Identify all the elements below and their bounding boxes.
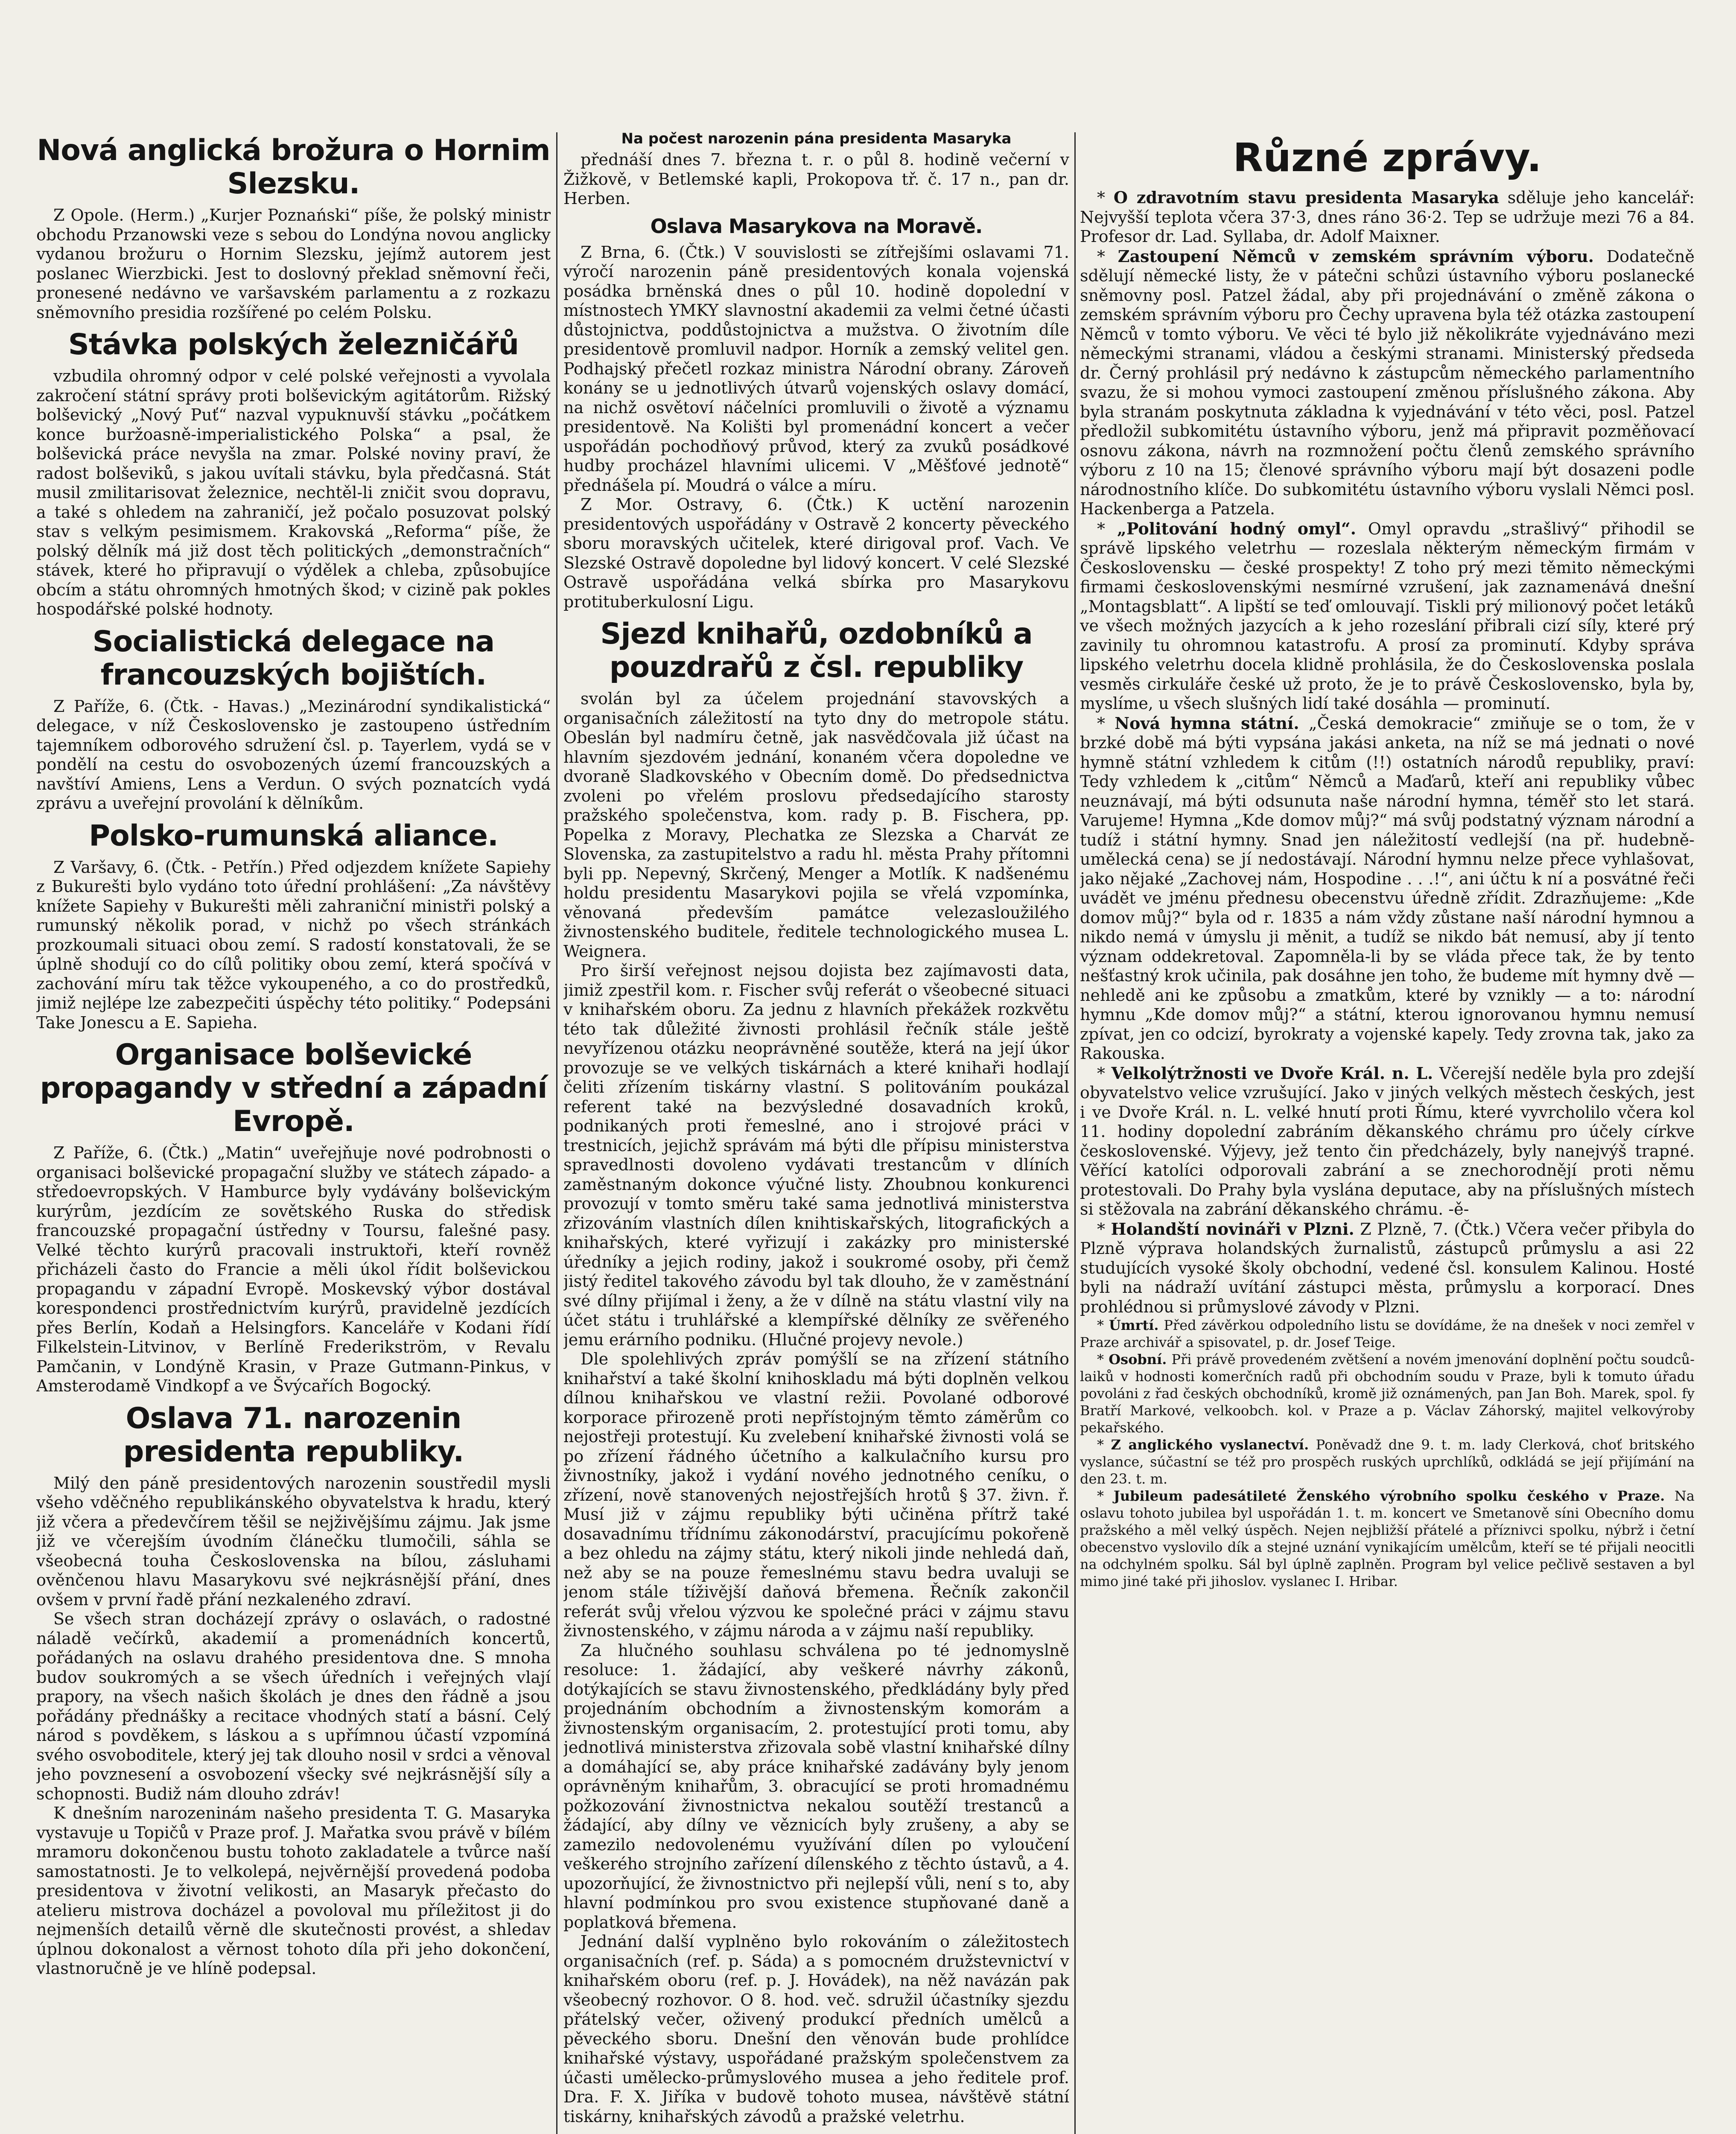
news-item-lead: Zastoupení Němců v zemském správním výboru. xyxy=(1117,246,1594,266)
article-morava-body-2: Z Mor. Ostravy, 6. (Čtk.) K uctění narozenin presidentových uspořádány v Ostravě 2 koncerty pěveckého sboru moravských učitelek, které dirigoval prof. Vach. Ve Slezské Ostravě dopoledne byl lidový koncert. V celé Slezské Ostravě uspořádána velká sbírka pro Masarykovu protituberkulosní Ligu. xyxy=(563,495,1069,611)
news-item xyxy=(1080,247,1695,519)
article-propaganda-body: Z Paříže, 6. (Čtk.) „Matin“ uveřejňuje nové podrobnosti o organisaci bolševické propagační služby ve státech západo- a středoevropských. V Hamburce byly vydávány bolševickým kurýrům, jezdícím ze sovětského Ruska do středisk francouzské propagační ústředny v Toursu, falešné pasy. Velké těchto kurýrů pracovali instruktoři, kteří rovněž přicházeli často do Francie a měli úkol řídit bolševickou propagandu v západní Evropě. Moskevský výbor dostával korespondenci prostřednictvím kurýrů, pravidelně jezdících přes Berlín, Kodaň a Helsingfors. Kanceláře v Kodani řídí Filkelstein-Litvinov, v Berlíně Frederikström, v Revalu Pamčanin, v Londýně Krasin, v Praze Gutmann-Pinkus, v Amsterodamě Vindkopf a ve Švýcařích Bogocký. xyxy=(36,1143,551,1395)
news-item-lead: Úmrtí. xyxy=(1109,1317,1159,1333)
news-item-body: Před závěrkou odpoledního listu se dovídáme, že na dnešek v noci zemřel v Praze archivář a spisovatel, p. dr. Josef Teige. xyxy=(1080,1317,1695,1350)
news-item-lead: Osobní. xyxy=(1109,1351,1167,1367)
article-brozura-body: Z Opole. (Herm.) „Kurjer Poznański“ píše, že polský ministr obchodu Przanowski veze s sebou do Londýna novou anglicky vydanou brožuru o Hornim Slezsku, jejímž autorem jest poslanec Wierzbicki. Jest to doslovný překlad sněmovní řeči, pronesené nedávno ve varšavském parlamentu a z rozkazu sněmovního presidia rozšířené po celém Polsku. xyxy=(36,206,551,322)
news-item-lead: Z anglického vyslanectví. xyxy=(1111,1437,1309,1453)
news-item xyxy=(1080,519,1695,714)
news-item-lead: Jubileum padesátileté Ženského výrobního spolku českého v Praze. xyxy=(1113,1488,1665,1504)
news-item xyxy=(1080,1436,1695,1487)
headline-brozura: Nová anglická brožura o Hornim Slezsku. xyxy=(37,134,550,201)
asterisk-marker: * xyxy=(1097,1219,1111,1239)
news-item-body: Dodatečně sdělují německé listy, že v pátečni schůzi ústavního výboru poslanecké sněmovny posl. Patzel žádal, aby při projednávání o změně zákona o zemském správním výboru pro Čechy upravena byla též otázka zastoupení Němců v tomto výboru. Ve věci té bylo již několikráte vyjednáváno mezi německými stranami, vládou a českými stranami. Ministerský předseda dr. Černý prohlásil prý nedávno k zástupcům německého parlamentního svazu, že si mohou vymoci zastoupení změnou příslušného zákona. Aby byla stranám poskytnuta základna k vyjednávání v této věci, posl. Patzel předložil subkomitétu ústavního výboru, jenž má připravit pozměňovací osnovu zákona, návrh na rozmnožení počtu členů zemského správního výboru z 10 na 15; členové správního výboru mají být dosazeni podle národnostního klíče. Do subkomitétu ústavního výboru vyslali Němci posl. Hackenberga a Patzela. xyxy=(1080,247,1695,518)
article-sjezd-body-5: Jednání další vyplněno bylo rokováním o záležitostech organisačních (ref. p. Sáda) a s pomocném družstevnictví v knihařském oboru (ref. p. J. Hovádek), na něž navázán pak všeobecný rozhovor. O 8. hod. več. sdružil účastníky sjezdu přátelský večer, oživený produkcí předních umělců a pěveckého sboru. Dnešní den věnován bude prohlídce knihařské výstavy, uspořádané pražským společenstvem za účasti umělecko-průmyslového musea a jeho ředitele prof. Dra. F. X. Jiříka v budově tohoto musea, návštěvě státní tiskárny, knihařských závodů a pražské veletrhu. xyxy=(563,1932,1069,2126)
news-item-body: Z Plzně, 7. (Čtk.) Včera večer přibyla do Plzně výprava holandských žurnalistů, zástupců průmyslu a asi 22 studujících vysoké školy obchodní, vedené čsl. konsulem Kalinou. Hosté byli na nádraží uvítání zástupci města, průmyslu a korporací. Dnes prohlédnou si průmyslové závody v Plzni. xyxy=(1080,1219,1695,1316)
article-oslava-body-3: K dnešním narozeninám našeho presidenta T. G. Masaryka vystavuje u Topičů v Praze prof. J. Mařatka svou právě v bílém mramoru dokončenou bustu tohoto zakladatele a tvůrce naší samostatnosti. Je to velkolepá, nejvěrnější provedená podoba presidentova v životní velikosti, an Masaryk přečasto do atelieru mistrova docházel a povoloval mu příležitost ji do nejmenších detailů věrně dle skutečnosti provést, a shledav úplnou dokonalost a věrnost tohoto díla při jeho dokončení, vlastnoručně je ve hlíně podepsal. xyxy=(36,1804,551,1978)
asterisk-marker: * xyxy=(1097,1437,1111,1453)
headline-aliance: Polsko-rumunská aliance. xyxy=(89,819,498,853)
news-item xyxy=(1080,1317,1695,1351)
news-item-lead: Holandští novináři v Plzni. xyxy=(1111,1219,1354,1239)
column-left xyxy=(36,128,551,2134)
headline-oslava-morava: Oslava Masarykova na Moravě. xyxy=(650,214,983,238)
news-item xyxy=(1080,1351,1695,1436)
asterisk-marker: * xyxy=(1097,1351,1109,1367)
asterisk-marker: * xyxy=(1097,1064,1112,1083)
news-item-lead: Nová hymna státní. xyxy=(1115,713,1299,733)
article-delegace-body: Z Paříže, 6. (Čtk. - Havas.) „Mezinárodní syndikalistická“ delegace, v níž Československo je zastoupeno ústředním tajemníkem odborového sdružení čsl. p. Tayerlem, vydá se v pondělí na cestu do osvobozených území francouzských a navštíví Amiens, Lens a Verdun. O svých poznatcích vydá zprávu a uveřejní provolání k dělníkům. xyxy=(36,697,551,813)
column-rule xyxy=(556,132,557,2134)
news-item-body: Při právě provedeném zvětšení a novém jmenování doplnění počtu soudců-laiků v hodnosti komerčních radů při obchodním soudu v Praze, byli k tomuto úřadu povoláni z řad českých obchodníků, kromě již oznámených, pan Jan Boh. Marek, spol. fy Bratří Markové, velkoobch. kol. v Praze a p. Václav Záhorský, majitel velkovýroby pekařského. xyxy=(1080,1351,1695,1436)
news-item-body: Poněvadž dne 9. t. m. lady Clerková, choť britského vyslance, súčastní se též pro prospěch ruských uprchlíků, odkládá se její přijímání na den 23. t. m. xyxy=(1080,1437,1695,1487)
asterisk-marker: * xyxy=(1097,1317,1109,1333)
news-item xyxy=(1080,1064,1695,1219)
asterisk-marker: * xyxy=(1097,188,1114,207)
article-oslava-body-2: Se všech stran docházejí zprávy o oslavách, o radostné náladě večírků, akademií a promenádních koncertů, pořádaných na oslavu drahého presidentova dne. S mnoha budov soukromých a se všech úředních i veřejných vlají prapory, na všech našich školách je dnes den řádně a jsou pořádány přednášky a recitace vhodných statí a básní. Celý národ s povděkem, s láskou a s upřímnou účastí vzpomíná svého osvoboditele, který jej tak dlouho nosil v srdci a věnoval jeho povznesení a osvobození všecky své nejkrásnější síly a schopnosti. Budiž nám dlouho zdráv! xyxy=(36,1609,551,1803)
asterisk-marker: * xyxy=(1097,247,1118,266)
news-item xyxy=(1080,714,1695,1064)
news-item-body: Omyl opravdu „strašlivý“ přihodil se správě lipského veletrhu — rozeslala některým německým firmám v Československu — české prospekty! Z toho prý mezi těmito německými firmami československými nesmírné vzrušení, jak zaznamenává dnešní „Montagsblatt“. A lipští se teď omlouvají. Tiskli prý milionový počet letáků ve všech možných jazycích a k jeho rozeslání přibrali cizí síly, které prý zavinily tu ohromnou katastrofu. A prosí za prominutí. Kdyby správa lipského veletrhu docela klidně prohlásila, že do Československa poslala vesměs cirkuláře české už proto, že je to právě Československo, byla by, myslíme, u všech slušných lidí také dosáhla — prominutí. xyxy=(1080,519,1695,713)
article-sjezd-body-4: Za hlučného souhlasu schválena po té jednomyslně resoluce: 1. žádající, aby veškeré návrhy zákonů, dotýkajících se stavu živnostenského, předkládány byly před projednáním obchodním a živnostenským komorám a živnostenským organisacím, 2. protestující proti tomu, aby jednotlivá ministerstva zřizovala sobě vlastní knihařské dílny a domáhající se, aby práce knihařské zadávány byly jenom oprávněným knihařům, 3. obracující se proti hromadnému požkozování živnostnictva nekalou soutěží trestanců a žádající, aby dílny ve věznicích byly zrušeny, a aby se zamezilo nedovolenému využívání dílen po vyloučení veškerého strojního zařízení dílenského z těchto ústavů, a 4. upozorňující, že živnostnictvo při nejlepší vůli, není s to, aby hlavní podmínkou pro svou existence stupňované daně a poplatková břemena. xyxy=(563,1641,1069,1932)
headline-na-pocest: Na počest narozenin pána presidenta Masaryka xyxy=(621,130,1012,147)
headline-stavka: Stávka polských železničářů xyxy=(68,328,519,361)
news-item-body: „Česká demokracie“ zmiňuje se o tom, že v brzké době má býti vypsána jakási anketa, na níž se má jednati o nové hymně státní vzhledem k citům (!!) ostatních národů republiky, praví: Tedy vzhledem k „citům“ Němců a Maďarů, kteří ani republiky vůbec neuznávají, má býti odsunuta naše národní hymna, téměř sto let stará. Varujeme! Hymna „Kde domov můj?“ má svůj podstatný význam národní a tudíž i státní hymny. Snad jen náležitostí vedlejší (na př. hudebně-umělecká cena) se jí nedostávají. Národní hymnu nelze přece vyhlašovat, jako nějaké „Zachovej nám, Hospodine . . .!“, ani účtu k ní a posvátné řeči uvádět ve jménu přednesu obecenstvu úředně zřídit. Zdrazňujeme: „Kde domov můj?“ byla od r. 1835 a nám vždy zůstane naší národní hymnou a nikdo nemá v úmyslu ji měnit, a tudíž se nikdo bát nemusí, aby jí tento význam oddekretoval. Zapomněla-li by se vláda přece tak, že by tento nešťastný krok učinila, pak dosáhne jen toho, že budeme mít hymny dvě — nehledě ani ke způsobu a zmatkům, které by vznikly — a to: národní hymnu „Kde domov můj?“ a státní, kterou ignorovanou hymnu nemusí zpívat, jen co odcizí, byrokraty a vojenské kapely. Tedy zrovna tak, jako za Rakouska. xyxy=(1080,714,1695,1063)
article-sjezd-body-2: Pro širší veřejnost nejsou dojista bez zajímavosti data, jimiž zpestřil kom. r. Fischer svůj referát o všeobecné situaci v knihařském oboru. Za jednu z hlavních překážek rozkvětu této tak důležité živnosti prohlásil řečník stále ještě nevyřízenou otázku neoprávněné soutěže, která na její úkor provozuje se ve velkých tiskárnách a které knihaři hodlají čeliti zřízením tiskárny vlastní. S politováním poukázal referent také na bezvýsledné dosavadních kroků, podnikaných proti řemeslné, ano i strojové práci v trestnicích, jejichž správám má býti dle přípisu ministerstva spravedlnosti dovoleno vydávati trestancům v dlíních zaměstnaným dokonce výučné listy. Zhoubnou konkurenci provozují v tomto směru také sama jednotlivá ministerstva zřizováním vlastních dílen knihtiskařských, litografických a knihařských, které vyřizují i zakázky pro ministerské úředníky a jejich rodiny, jakož i soukromé osoby, při čemž jistý ředitel takového závodu byl tak dlouho, že v zaměstnání své dílny přijímal i ženy, a že v dílně na státu vlastní vily na účet státu i truhlářské a klempířské dělníky ze svěřeného jemu erárního podniku. (Hlučné projevy nevole.) xyxy=(563,961,1069,1349)
article-aliance-body: Z Varšavy, 6. (Čtk. - Petřín.) Před odjezdem knížete Sapiehy z Bukurešti bylo vydáno toto úřední prohlášení: „Za návštěvy knížete Sapiehy v Bukurešti měli zahraniční ministři polský a rumunský několik porad, v nichž po všech stránkách prozkoumali situaci obou zemí. S radostí konstatovali, že se úplně shodují co do cílů politiky obou zemí, která spočívá v zachování míru tak těžce vykoupeného, a co do prostředků, jimiž nejlépe lze zabezpečiti úspěchy této politiky.“ Podepsáni Take Jonescu a E. Sapieha. xyxy=(36,857,551,1032)
article-stavka-body: vzbudila ohromný odpor v celé polské veřejnosti a vyvolala zakročení státní správy proti bolševickým agitátorům. Rižský bolševický „Nový Puť“ nazval vypuknuvší stávku „počátkem konce buržoasně-imperialistického Polska“ a psal, že bolševická práce nevyšla na zmar. Polské noviny praví, že radost bolševiků, s jakou uvítali stávku, byla předčasná. Stát musil zmilitarisovat železnice, nechtěl-li zničit svou dopravu, a také s ohledem na zahraničí, jež počalo posuzovat polský stav s velkým pesimismem. Krakovská „Reforma“ píše, že polský dělník má již dost těch politických „demonstračních“ stávek, které ho připravují o výdělek a chleba, způsobujíce obcím a státu ohromných hmotných škod; v cizině pak pokles hospodářské polské hodnoty. xyxy=(36,367,551,618)
asterisk-marker: * xyxy=(1097,1488,1114,1504)
column-rule xyxy=(1074,132,1076,2134)
column-right xyxy=(1080,128,1695,2134)
news-item-lead: „Politování hodný omyl“. xyxy=(1117,519,1356,538)
column-middle xyxy=(563,128,1069,2134)
article-na-pocest-body: přednáší dnes 7. března t. r. o půl 8. hodině večerní v Žižkově, v Betlemské kapli, Prokopova tř. č. 17 n., pan dr. Herben. xyxy=(563,150,1069,208)
news-item xyxy=(1080,1487,1695,1590)
headline-socialisticka-delegace: Socialistická delegace na francouzských bojištích. xyxy=(92,624,495,692)
news-item-lead: O zdravotním stavu presidenta Masaryka xyxy=(1113,188,1499,207)
news-item-body: Včerejší neděle byla pro zdejší obyvatelstvo velice vzrušující. Jako v jiných velkých městech českých, jest i ve Dvoře Král. n. L. velké hnutí proti Římu, které vyvrcholilo včera kol 11. hodiny dopolední zabráním děkanského chrámu pro účely církve československé. Výjevy, jež tento čin předcházely, byly nanejvýš trapné. Věřící katolíci odporovali zabrání a se znechorodnějí proti němu protestovali. Do Prahy byla vyslána deputace, aby na příslušných místech si stěžovala na zabrání děkanského chrámu. -ě- xyxy=(1080,1064,1695,1219)
news-item-lead: Velkolýtržnosti ve Dvoře Král. n. L. xyxy=(1111,1063,1433,1083)
article-sjezd-body-1: svolán byl za účelem projednání stavovských a organisačních záležitostí na tyto dny do metropole státu. Obeslán byl nadmíru četně, jak nasvědčovala již účast na hlavním sjezdovém jednání, konaném včera dopoledne ve dvoraně Sladkovského v Obecním domě. Do předsednictva zvoleni po vřelém proslovu předsedajícího starosty pražského společenstva, kom. rady p. B. Fischera, pp. Popelka z Moravy, Plechatka ze Slezska a Charvát ze Slovenska, za zastupitelstvo a radu hl. města Prahy přítomni byli pp. Nepevný, Skrčený, Menger a Motlík. K nadšenému holdu presidentu Masarykovi pojila se vřelá vzpomínka, věnovaná především památce velezasloužilého živnostenského buditele, ředitele technologického musea L. Weignera. xyxy=(563,689,1069,961)
headline-sjezd-knihari: Sjezd knihařů, ozdobníků a pouzdrařů z čsl. republiky xyxy=(600,617,1033,684)
news-item xyxy=(1080,188,1695,247)
news-item-body: Na oslavu tohoto jubilea byl uspořádán 1. t. m. koncert ve Smetanově síni Obecního domu pražského a měl velký úspěch. Nejen nejbližší přátelé a příznivci spolku, nýbrž i četní obecenstvo vyslovilo dík a stejné uznání vynikajícím umělcům, kteří se té přijali neocitli na odchylném spolku. Sál byl úplně zaplněn. Program byl velice pečlivě sestaven a byl mimo jiné také při jihoslov. vyslanec I. Hribar. xyxy=(1080,1488,1695,1589)
asterisk-marker: * xyxy=(1097,714,1115,733)
section-header-ruzne-zpravy: Různé zprávy. xyxy=(1233,135,1542,181)
news-list xyxy=(1080,188,1695,1590)
article-sjezd-body-3: Dle spolehlivých zpráv pomýšlí se na zřízení státního knihařství a také školní knihoskladu má býti doplněn velkou dílnou knihařskou ve vlastní režii. Povolané odborové korporace přirozeně proti nepřístojným těmto záměrům co nejostřeji protestují. Ku zvelebení knihařské živnosti volá se po zřízení řádného účetního a kalkulačního kursu pro živnostníky, jakož i vydání nového jednotného ceníku, o zřízení, nově stanovených nejostřejších hrotů § 37. živn. ř. Musí již v zájmu republiky býti učiněna přítrž také dosavadnímu třídnímu zákonodárství, pracujícímu pokořeně a bez ohledu na zájmy státu, který nikoli jinde nehledá daň, než aby se na pouze řemeslnému stavu bedra uvaluji se jenom stále tíživější daňová břemena. Řečník zakončil referát svůj vřelou výzvou ke společné práci v zájmu stavu živnostenského, v zájmu národa a v zájmu naší republiky. xyxy=(563,1350,1069,1640)
article-morava-body-1: Z Brna, 6. (Čtk.) V souvislosti se zítřejšími oslavami 71. výročí narozenin páně presidentových konala vojenská posádka brněnská dnes o půl 10. hodině dopolední v místnostech YMKY slavnostní akademii za velmi četné účasti důstojnictva, poddůstojnictva a mužstva. O životním díle presidentově promluvil nadpor. Horník a zemský velitel gen. Podhajský přečetl rozkaz ministra Národní obrany. Zároveň konány se u jednotlivých útvarů vojenských oslavy domácí, na nichž osvětoví náčelníci promluvili o životě a významu presidentově. Na Kolišti byl promenádní koncert a večer uspořádán pochodňový průvod, který za zvuků posádkové hudby procházel hlavními ulicemi. V „Měšťové jednotě“ přednášela pí. Moudrá o válce a míru. xyxy=(563,242,1069,495)
news-item-body: sděluje jeho kancelář: Nejvyšší teplota včera 37·3, dnes ráno 36·2. Tep se udržuje mezi 76 a 84. Profesor dr. Lad. Syllaba, dr. Adolf Maixner. xyxy=(1080,188,1695,246)
headline-oslava-71: Oslava 71. narozenin presidenta republiky. xyxy=(123,1401,464,1469)
headline-propaganda: Organisace bolševické propagandy v střední a západní Evropě. xyxy=(40,1038,547,1138)
news-item xyxy=(1080,1219,1695,1317)
article-oslava-body-1: Milý den páně presidentových narozenin soustředil mysli všeho vděčného republikánského obyvatelstva k hradu, který již včera a předevčírem těšil se nejživějšímu zájmu. Jak jsme již ve včerejším úvodním článečku tlumočili, sáhla se všeobecná touha Československa na bílou, zásluhami ověnčenou hlavu Masarykovu své nejkrásnější přání, dnes ovšem v první řadě přání nezkaleného zdraví. xyxy=(36,1473,551,1609)
asterisk-marker: * xyxy=(1097,519,1117,538)
